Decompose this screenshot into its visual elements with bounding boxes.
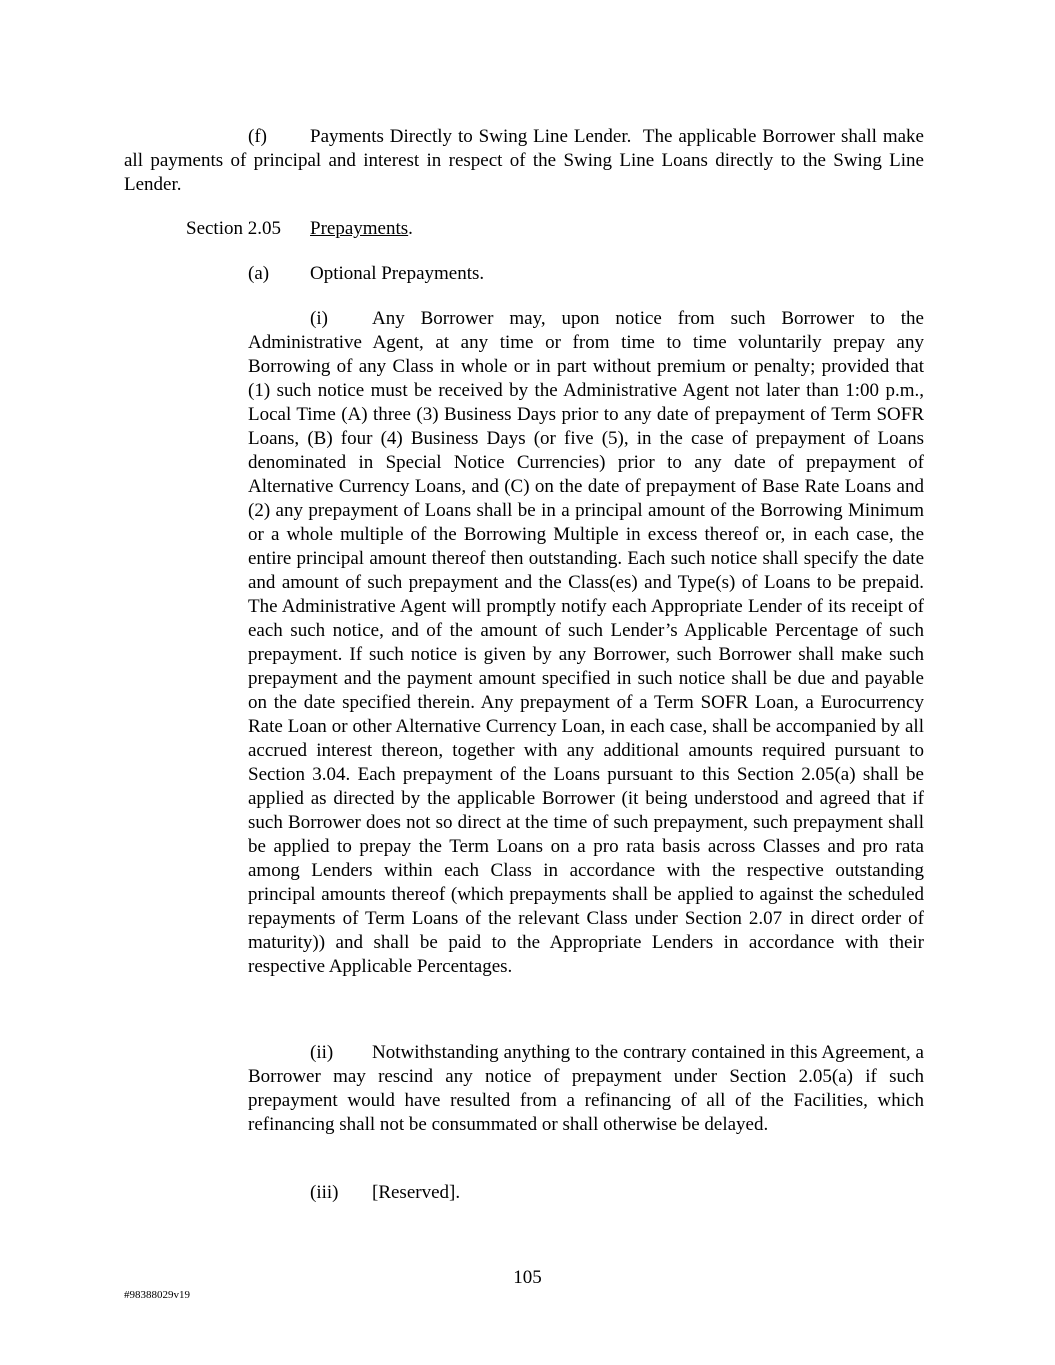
paragraph-f-heading: Payments Directly to Swing Line Lender. [310, 126, 632, 147]
section-title-punct: . [408, 218, 413, 239]
section-number: Section 2.05 [186, 218, 281, 239]
paragraph-a-marker: (a) [248, 263, 270, 284]
paragraph-ii [248, 1041, 924, 1137]
paragraph-i-marker: (i) [310, 308, 328, 329]
paragraph-f-body: The applicable Borrower shall make all payments of principal and interest in respect of the Swing Line Loans directly to the Swing Line Lender. [124, 126, 924, 195]
document-id: #98388029v19 [124, 1289, 190, 1301]
paragraph-iii [310, 1181, 924, 1205]
paragraph-iii-body: [Reserved]. [372, 1182, 461, 1203]
paragraph-iii-marker: (iii) [310, 1182, 339, 1203]
section-title: Prepayments [310, 218, 409, 239]
paragraph-a [248, 262, 924, 286]
page-number: 105 [513, 1267, 542, 1288]
paragraph-f [124, 125, 924, 197]
paragraph-f-marker: (f) [248, 126, 267, 147]
section-heading [186, 217, 886, 241]
paragraph-i [248, 307, 924, 979]
paragraph-i-body: Any Borrower may, upon notice from such Borrower to the Administrative Agent, at any time or from time to time voluntarily prepay any Borrowing of any Class in whole or in part without premium or penalty; provided that (1) such notice must be received by the Administrative Agent not later than 1:00 p.m., Local Time (A) three (3) Business Days prior to any date of prepayment of Term SOFR Loans, (B) four (4) Business Days (or five (5), in the case of prepayment of Loans denominated in Special Notice Currencies) prior to any date of prepayment of Alternative Currency Loans, and (C) on the date of prepayment of Base Rate Loans and (2) any prepayment of Loans shall be in a principal amount of the Borrowing Minimum or a whole multiple of the Borrowing Multiple in excess thereof or, in each case, the entire principal amount thereof then outstanding. Each such notice shall specify the date and amount of such prepayment and the Class(es) and Type(s) of Loans to be prepaid. The Administrative Agent will promptly notify each Appropriate Lender of its receipt of each such notice, and of the amount of such Lender’s Applicable Percentage of such prepayment. If such notice is given by any Borrower, such Borrower shall make such prepayment and the payment amount specified in such notice shall be due and payable on the date specified therein. Any prepayment of a Term SOFR Loan, a Eurocurrency Rate Loan or other Alternative Currency Loan, in each case, shall be accompanied by all accrued interest thereon, together with any additional amounts required pursuant to Section 3.04. Each prepayment of the Loans pursuant to this Section 2.05(a) shall be applied as directed by the applicable Borrower (it being understood and agreed that if such Borrower does not so direct at the time of such prepayment, such prepayment shall be applied to prepay the Term Loans on a pro rata basis across Classes and pro rata among Lenders within each Class in accordance with the respective outstanding principal amounts thereof (which prepayments shall be applied to against the scheduled repayments of Term Loans of the relevant Class under Section 2.07 in direct order of maturity)) and shall be paid to the Appropriate Lenders in accordance with their respective Applicable Percentages. [248, 308, 924, 977]
paragraph-a-heading: Optional Prepayments. [310, 263, 485, 284]
paragraph-ii-body: Notwithstanding anything to the contrary contained in this Agreement, a Borrower may rescind any notice of prepayment under Section 2.05(a) if such prepayment would have resulted from a refinancing of all of the Facilities, which refinancing shall not be consummated or shall otherwise be delayed. [248, 1042, 924, 1135]
paragraph-ii-marker: (ii) [310, 1042, 334, 1063]
